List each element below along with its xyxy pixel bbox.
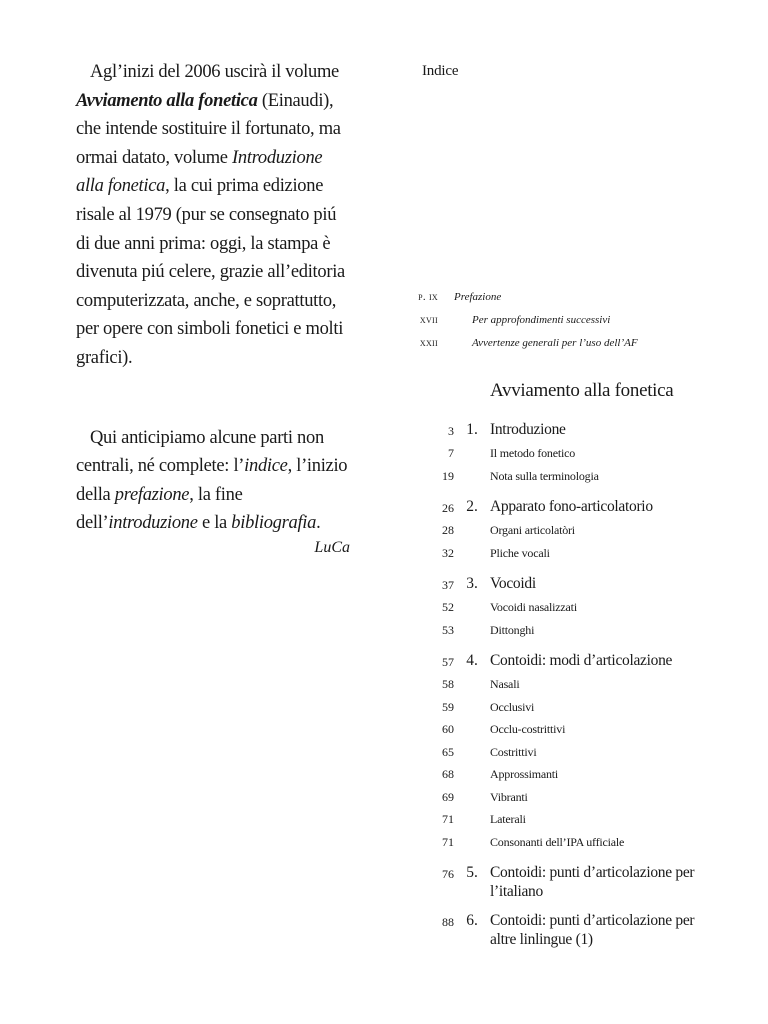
spacer (454, 786, 490, 809)
page-number: 19 (442, 468, 454, 483)
section-title: Nota sulla terminologia (490, 468, 599, 483)
intro-column (76, 58, 354, 558)
spacer (454, 542, 490, 565)
section-row (418, 673, 708, 696)
section-row (418, 696, 708, 719)
page-number: 68 (442, 767, 454, 781)
page-number: 58 (442, 677, 454, 691)
section-row (418, 465, 708, 488)
front-matter-row (418, 309, 738, 332)
text-run: , la fine dell’ (76, 484, 243, 534)
page-number: 57 (442, 655, 454, 669)
chapter-title: Apparato fono-articolatorio (490, 498, 653, 515)
term-bibliografia: bibliografia (231, 513, 317, 534)
book-title: Avviamento alla fonetica (490, 380, 674, 401)
page-number: 28 (442, 523, 454, 537)
chapter-row (418, 497, 708, 519)
page-number: 76 (442, 867, 454, 881)
section-row (418, 542, 708, 565)
spacer (454, 673, 490, 696)
chapter-number: 1. (466, 421, 478, 438)
page-number: 88 (442, 915, 454, 929)
section-title: Nasali (490, 677, 520, 691)
section-row (418, 763, 708, 786)
signature: LuCa (314, 538, 350, 556)
spacer (454, 808, 490, 831)
text-run: Agl’inizi del 2006 uscirà il volume (90, 62, 339, 82)
page-number: 71 (442, 812, 454, 826)
section-title: Il metodo fonetico (490, 446, 576, 460)
spacer (454, 741, 490, 764)
section-title: Occlusivi (490, 699, 535, 714)
section-title: Organi articolatòri (490, 523, 575, 537)
toc-chapter (418, 420, 708, 487)
text-run: (Einaudi), che intende sostituire il fortunato, ma ormai datato, volume (76, 90, 341, 168)
chapter-number: 3. (466, 575, 478, 592)
chapter-number: 5. (466, 864, 478, 881)
page-number: xvii (419, 314, 438, 326)
spacer (454, 519, 490, 542)
page-number: xxii (419, 337, 438, 349)
chapter-title: Introduzione (490, 421, 566, 438)
toc-chapter (418, 911, 708, 949)
toc-chapter (418, 863, 708, 901)
section-row (418, 831, 708, 854)
section-title: Approssimanti (490, 767, 559, 781)
toc-chapter (418, 497, 708, 564)
chapter-row (418, 420, 708, 442)
page-number: 52 (442, 600, 454, 614)
page-number: 59 (442, 699, 454, 714)
front-matter-row (418, 286, 738, 309)
text-run: , la cui prima edizione risale al 1979 (pur se consegnato piú di due anni prima: oggi, la stampa è divenuta piú celere, grazie all’editoria computerizzata, anche, e soprattutto, per opere con simboli fonetici e molti grafici). (76, 176, 345, 368)
spacer (454, 831, 490, 854)
intro-paragraph-1 (76, 58, 354, 373)
section-row (418, 619, 708, 642)
chapter-row (418, 651, 708, 673)
page-number: 53 (442, 622, 454, 637)
front-matter-row (418, 332, 738, 355)
front-matter-title: Avvertenze generali per l’uso dell’AF (472, 337, 638, 349)
page-number: p. ix (418, 291, 438, 303)
chapter-row (418, 574, 708, 596)
term-introduzione: introduzione (108, 513, 198, 534)
section-title: Laterali (490, 812, 526, 826)
section-title: Dittonghi (490, 622, 535, 637)
page-number: 65 (442, 744, 454, 759)
chapter-title: Contoidi: punti d’articolazione per altre linlingue (1) (490, 912, 695, 948)
toc-chapter (418, 574, 708, 641)
page-number: 7 (448, 446, 454, 460)
chapter-number: 6. (466, 912, 478, 929)
section-row (418, 718, 708, 741)
old-book-title-inline: Introduzione alla fonetica (76, 147, 323, 197)
page-number: 71 (442, 834, 454, 849)
toc-chapter (418, 651, 708, 853)
text-run: e la (197, 513, 232, 534)
section-row (418, 519, 708, 542)
page-number: 60 (442, 722, 454, 736)
section-title: Consonanti dell’IPA ufficiale (490, 834, 625, 849)
text-run: , l’inizio della (76, 456, 348, 505)
section-title: Occlu-costrittivi (490, 722, 566, 736)
index-heading: Indice (422, 63, 459, 79)
chapter-row (418, 911, 708, 949)
section-row (418, 741, 708, 764)
section-row (418, 808, 708, 831)
spacer (454, 619, 490, 642)
page-number: 26 (442, 501, 454, 515)
section-row (418, 442, 708, 465)
section-title: Vibranti (490, 789, 528, 804)
front-matter-title: Prefazione (454, 291, 502, 303)
term-indice: indice (244, 456, 288, 477)
page-number: 3 (448, 424, 454, 438)
section-title: Pliche vocali (490, 545, 550, 560)
spacer (454, 596, 490, 619)
page-number: 69 (442, 789, 454, 804)
spacer (454, 763, 490, 786)
spacer (454, 442, 490, 465)
section-row (418, 596, 708, 619)
chapter-title: Contoidi: modi d’articolazione (490, 652, 673, 669)
section-title: Costrittivi (490, 744, 537, 759)
chapter-title: Vocoidi (490, 575, 536, 592)
spacer (454, 696, 490, 719)
term-prefazione: prefazione (114, 484, 190, 505)
text-run: . (316, 513, 321, 534)
text-run: Qui anticipiamo alcune parti non centrali, né complete: l’ (76, 427, 324, 477)
section-title: Vocoidi nasalizzati (490, 600, 577, 614)
intro-paragraph-2 (76, 424, 354, 538)
table-of-contents (418, 420, 708, 959)
page-number: 37 (442, 578, 454, 592)
book-title-inline: Avviamento alla fonetica (76, 90, 258, 111)
front-matter-list (418, 286, 738, 355)
section-row (418, 786, 708, 809)
chapter-title: Contoidi: punti d’articolazione per l’italiano (490, 864, 695, 900)
front-matter-title: Per approfondimenti successivi (472, 314, 611, 326)
chapter-number: 2. (466, 498, 478, 515)
spacer (454, 718, 490, 741)
spacer (454, 465, 490, 488)
chapter-number: 4. (466, 652, 478, 669)
page-number: 32 (442, 545, 454, 560)
chapter-row (418, 863, 708, 901)
